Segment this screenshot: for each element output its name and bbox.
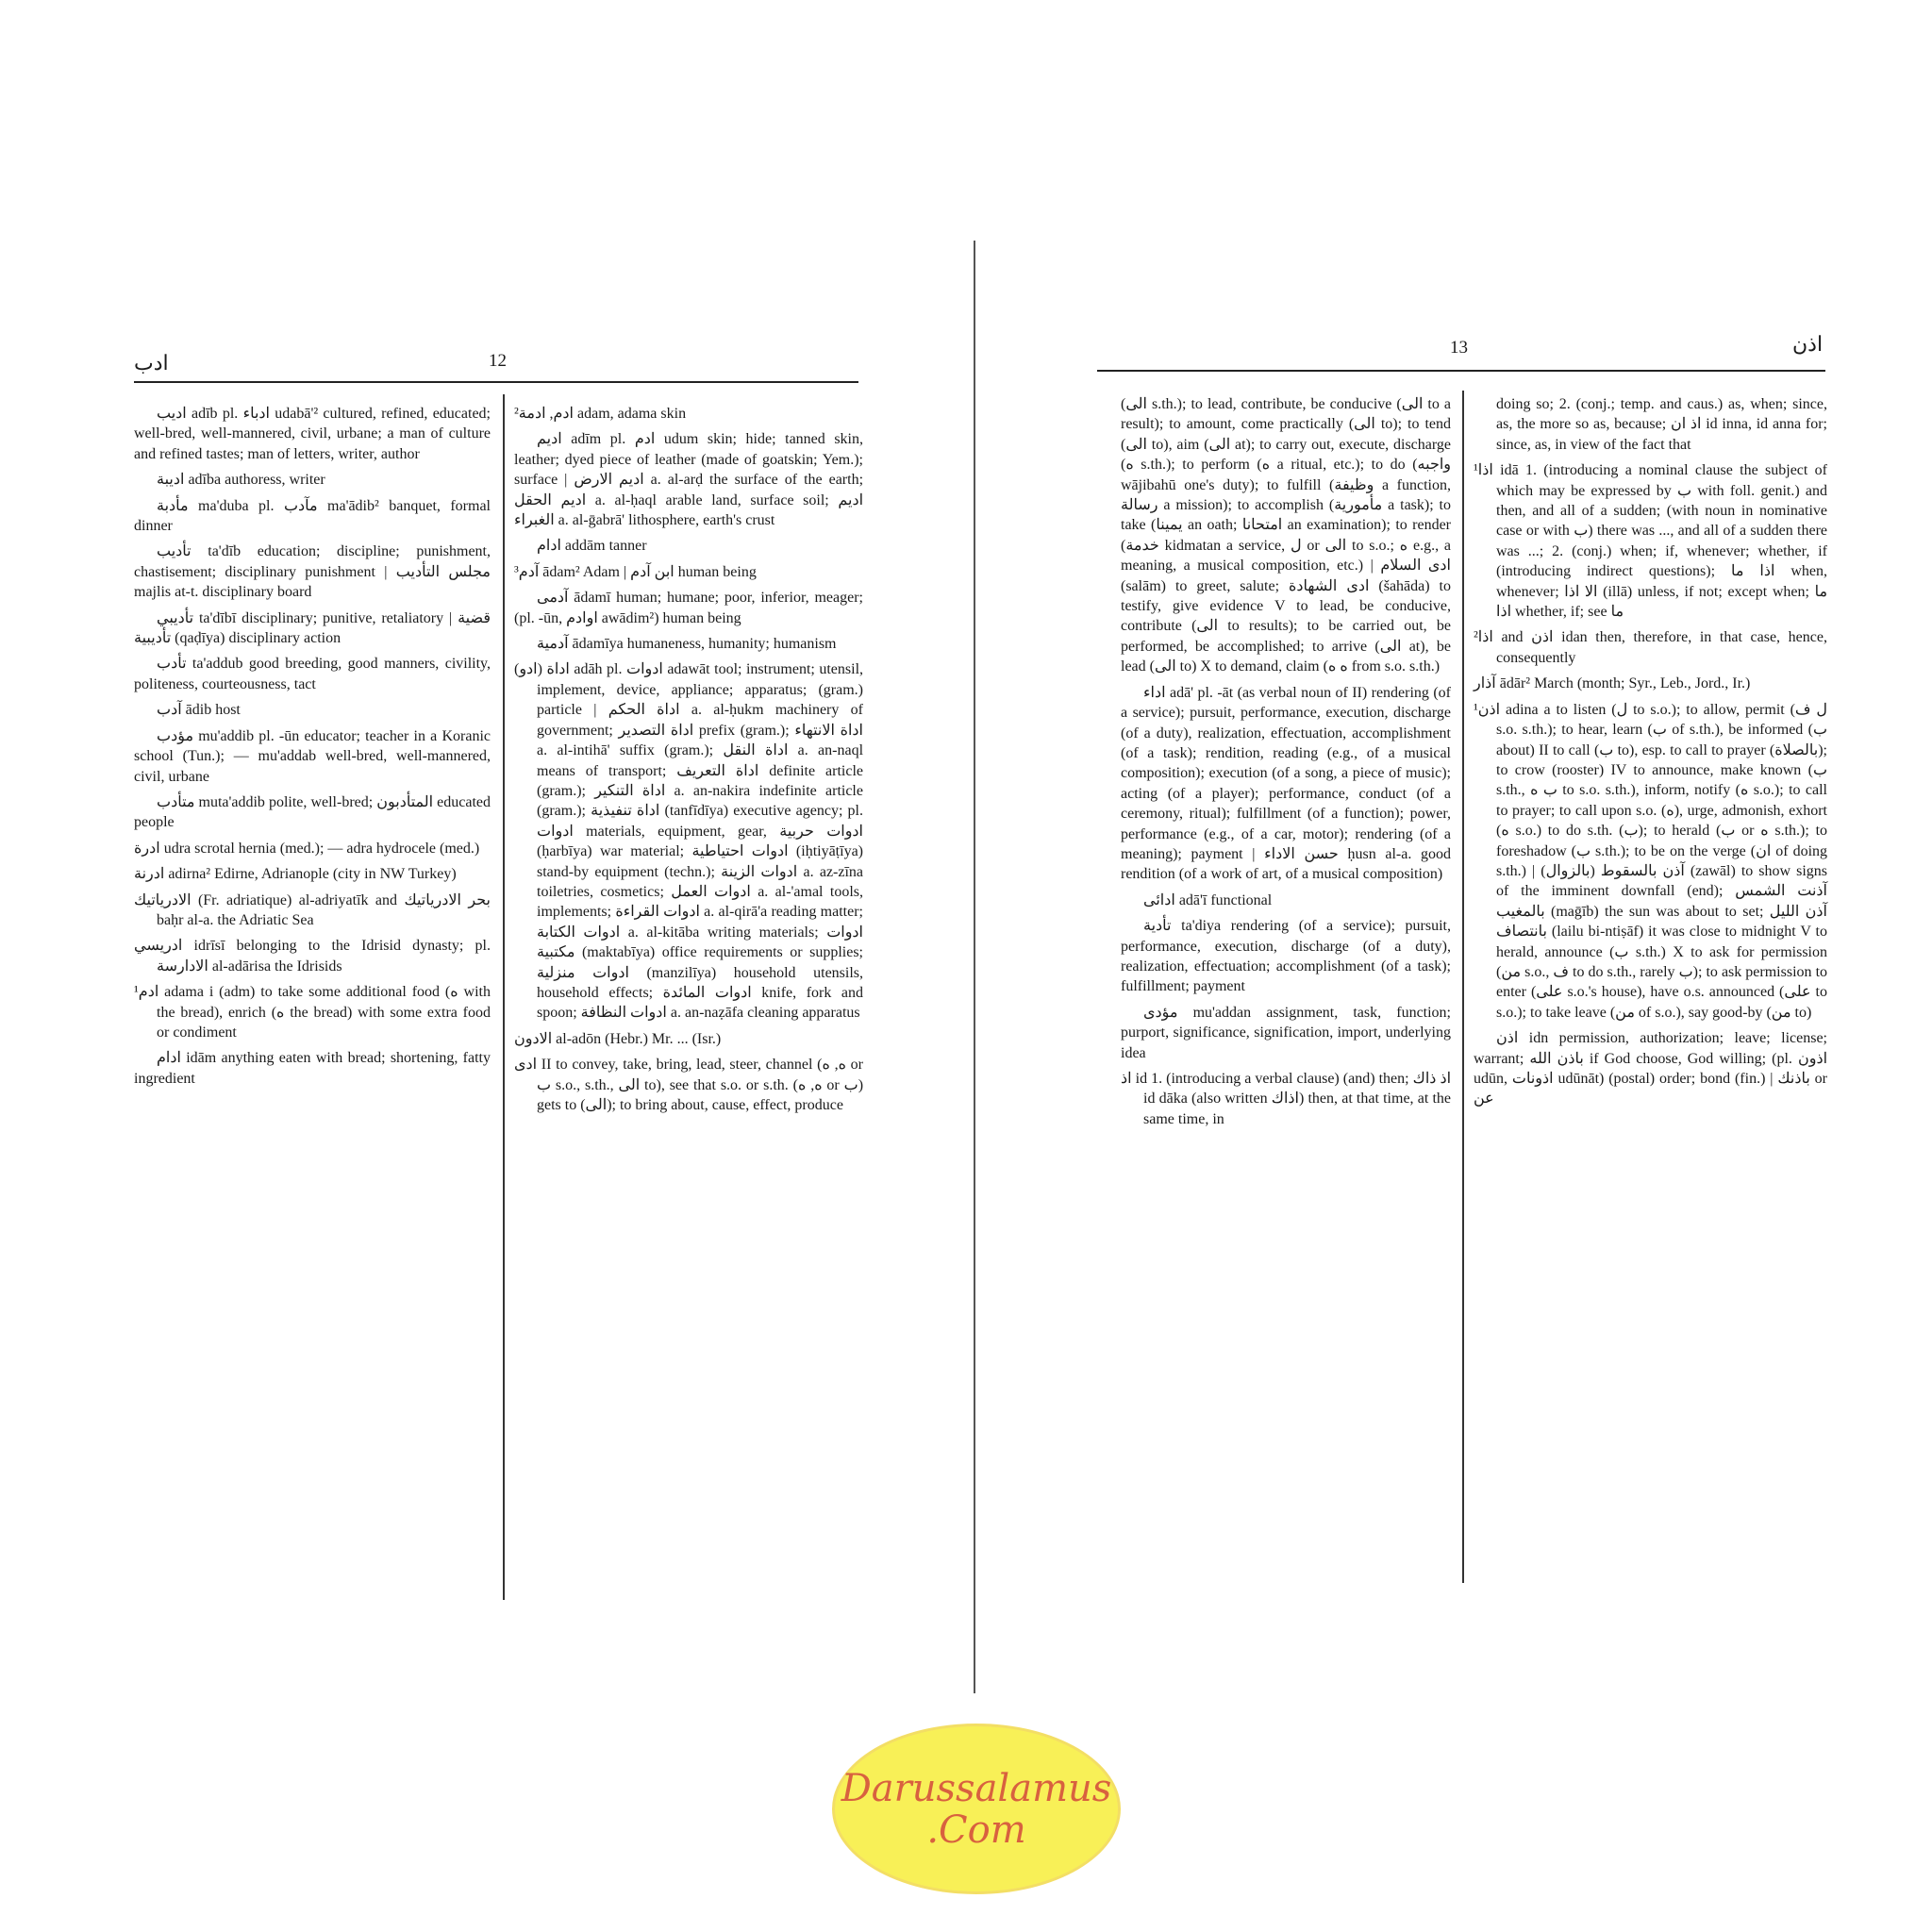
watermark-line-1: Darussalamus xyxy=(841,1766,1112,1810)
column-divider-right xyxy=(1462,391,1464,1583)
column-right-2 xyxy=(1474,394,1827,1115)
dictionary-entry: تأديبي ta'dībī disciplinary; punitive, retaliatory | قضية تأديبية (qaḍīya) disciplinary action xyxy=(134,609,491,647)
dictionary-entry: اديب adīb pl. ادباء udabā'² cultured, refined, educated; well-bred, well-mannered, civil, urbane; a man of culture and refined tastes; man of letters, writer, author xyxy=(134,406,491,462)
column-right-1 xyxy=(1121,394,1451,1135)
dictionary-entry: ادى II to convey, take, bring, lead, steer, channel (ه, ه or ب s.o., s.th., الى to), see that s.o. or s.th. (ه, ه or ب) gets to (الى); to bring about, cause, effect, produce xyxy=(514,1057,864,1113)
header-rule-left xyxy=(134,381,858,383)
dictionary-entry: ²اذا and اذن idan then, therefore, in that case, hence, consequently xyxy=(1474,629,1827,666)
dictionary-entry: اذن idn permission, authorization; leave; license; warrant; باذن الله if God choose, God willing; (pl. اذون udūn, اذونات udūnāt) (postal) order; bond (fin.) | باذنك or عن xyxy=(1474,1030,1828,1108)
dictionary-entry: ادائى adā'ī functional xyxy=(1143,891,1273,908)
dictionary-entry: آدمى ādamī human; humane; poor, inferior, meager; (pl. -ūn, اوادم awādim²) human being xyxy=(514,590,863,626)
dictionary-entry: اداء adā' pl. -āt (as verbal noun of II) rendering (of a service); pursuit, performance, execution, discharge (of a duty), realization, effectuation, accomplishment (of a task); rendition, reading (e.g., of a musical composition); execution (of a song, a piece of music); acting (of a player); performance, conduct (of a ceremony, ritual); fulfillment (of a function); power, performance (e.g., of a car, motor); rendering (of a meaning); payment | حسن الاداء ḥusn al-a. good rendition (of a work of art, of a musical composition) xyxy=(1121,684,1451,883)
dictionary-entry: تأديب ta'dīb education; discipline; punishment, chastisement; disciplinary punishment | مجلس التأديب majlis at-t. disciplinary board xyxy=(134,543,491,601)
column-divider-left xyxy=(503,394,505,1600)
page-number-right: 13 xyxy=(1450,338,1468,358)
dictionary-entry: (الى s.th.); to lead, contribute, be conducive (الى to a result); to amount, come practically (الى to); to tend (الى to), aim (الى at); to carry out, execute, discharge (ه s.th.); to perform (ه a ritual, etc.); to do (واجبه wājibahū one's duty); to fulfill (وظيفة a function, رسالة a mission); to accomplish (مأمورية a task); to take (يمينا an oath; امتحانا an examination); to render (خدمة kidmatan a service, ل or الى to s.o.; ه e.g., a meaning, a musical composition, etc.) | ادى السلام (salām) to greet, salute; ادى الشهادة (šahāda) to testify, give evidence V to lead, be conducive, contribute (الى to results); to be carried out, be performed, be accomplished; to arrive (الى at), be lead (الى to) X to demand, claim (ه ه from s.o. s.th.) xyxy=(1121,396,1452,675)
dictionary-entry: ادام idām anything eaten with bread; shortening, fatty ingredient xyxy=(134,1050,491,1087)
dictionary-entry: ادام addām tanner xyxy=(537,538,647,555)
dictionary-entry: الادرياتيك (Fr. adriatique) al-adriyatīk and بحر الادرياتيك baḥr al-a. the Adriatic Sea xyxy=(134,891,491,928)
dictionary-entry: تأدية ta'diya rendering (of a service); pursuit, performance, execution, discharge (of a duty), realization, effectuation; accomplishment (of a task); fulfillment; payment xyxy=(1121,918,1451,995)
dictionary-entry: تأدب ta'addub good breeding, good manners, civility, politeness, courteousness, tact xyxy=(134,656,491,692)
running-head-left: ادب xyxy=(134,351,169,375)
dictionary-entry: اديبة adība authoress, writer xyxy=(157,472,325,489)
dictionary-entry: آدمية ādamīya humaneness, humanity; humanism xyxy=(537,636,837,653)
dictionary-entry: ادرنة adirna² Edirne, Adrianople (city in NW Turkey) xyxy=(134,866,457,883)
dictionary-entry: آدب ādib host xyxy=(157,702,241,719)
dictionary-entry: اذ id 1. (introducing a verbal clause) (and) then; اذ ذاك id dāka (also written اذاك) then, at that time, at the same time, in xyxy=(1121,1071,1452,1127)
dictionary-entry: ادرة udra scrotal hernia (med.); — adra hydrocele (med.) xyxy=(134,840,480,857)
dictionary-entry: ¹ادم adama i (adm) to take some additional food (ه with the bread), enrich (ه the bread) with some extra food or condiment xyxy=(134,984,491,1041)
watermark-logo xyxy=(835,1726,1118,1891)
dictionary-entry: ادريسي idrīsī belonging to the Idrisid dynasty; pl. الادارسة al-adārisa the Idrisids xyxy=(134,938,491,974)
dictionary-entry: ³آدم ādam² Adam | ابن آدم human being xyxy=(514,563,757,580)
dictionary-entry: مؤدى mu'addan assignment, task, function; purport, significance, signification, import, underlying idea xyxy=(1121,1004,1451,1061)
running-head-right: اذن xyxy=(1792,332,1824,356)
dictionary-entry: متأدب muta'addib polite, well-bred; المتأدبون educated people xyxy=(134,793,491,831)
dictionary-entry: ¹اذا idā 1. (introducing a nominal clause the subject of which may be expressed by ب with foll. genit.) and then, and all of a sudden; (with noun in nominative case or with ب) there was ..., and all of a sudden there was ...; 2. (conj.) when; if, whenever; whether, if (introducing indirect questions); اذا ما when, whenever; الا اذا (illā) unless, if not; except when; ما اذا whether, if; see ما xyxy=(1474,462,1828,621)
dictionary-entry: اديم adīm pl. ادم udum skin; hide; tanned skin, leather; dyed piece of leather (made of goatskin; Yem.); surface | اديم الارض a. al-arḍ the surface of the earth; اديم الحقل a. al-ḥaql arable land, surface soil; اديم الغبراء a. al-ḡabrā' lithosphere, earth's crust xyxy=(514,431,864,529)
dictionary-entry: ²ادم, ادمة adam, adama skin xyxy=(514,406,687,422)
column-left-2 xyxy=(514,404,863,1121)
header-rule-right xyxy=(1097,370,1825,372)
dictionary-entry: الادون al-adōn (Hebr.) Mr. ... (Isr.) xyxy=(514,1030,722,1047)
book-spine xyxy=(974,241,975,1693)
dictionary-entry: doing so; 2. (conj.; temp. and caus.) as, when; since, as, the more so as, because; اذ ان id inna, id anna for; since, as, in view of the fact that xyxy=(1496,396,1827,453)
dictionary-entry: (ادو) اداة adāh pl. ادوات adawāt tool; instrument; utensil, implement, device, appliance; apparatus; (gram.) particle | اداة الحكم a. al-ḥukm machinery of government; اداة التصدير prefix (gram.); اداة الانتهاء a. al-intihā' suffix (gram.); اداة النقل a. an-naql means of transport; اداة التعريف definite article (gram.); اداة التنكير a. an-nakira indefinite article (gram.); اداة تنفيذية (tanfīdīya) executive agency; pl. ادوات materials, equipment, gear, ادوات حربية (ḥarbīya) war material; ادوات احتياطية (iḥtiyāṭīya) stand-by equipment (techn.); ادوات الزينة a. az-zīna toiletries, cosmetics; ادوات العمل a. al-'amal tools, implements; ادوات القراءة a. al-qirā'a reading matter; ادوات الكتابة a. al-kitāba writing materials; ادوات مكتبية (maktabīya) office requirements or supplies; ادوات منزلية (manzilīya) household utensils, household effects; ادوات المائدة knife, fork and spoon; ادوات النظافة a. an-naẓāfa cleaning apparatus xyxy=(514,661,864,1022)
dictionary-entry: مأدبة ma'duba pl. مآدب ma'ādib² banquet, formal dinner xyxy=(134,497,491,535)
column-left-1 xyxy=(134,404,491,1094)
page-number-left: 12 xyxy=(489,351,507,371)
watermark-line-2: .Com xyxy=(926,1807,1026,1852)
dictionary-entry: ¹اذن adina a to listen (ل to s.o.); to allow, permit (ل ف s.o. s.th.); to hear, learn (ب of s.th.), be informed (ب about) II to call (ب to), esp. to call to prayer (بالصلاة); to crow (rooster) IV to announce, make known (ب s.th., ب ه to s.o. s.th.), inform, notify (ه s.o.); to call to prayer; to call upon s.o. (ه), urge, admonish, exhort (ه s.o.) to do s.th. (ب); to herald (ب or ه s.th.); to foreshadow (ب s.th.); to be on the verge (ان of doing s.th.) | آذن بالسقوط (بالزوال) (zawāl) to show signs of the imminent downfall (end); آذنت الشمس بالمغيب (maḡīb) the sun was about to set; آذن الليل بانتصاف (lailu bi-ntiṣāf) it was close to midnight V to herald, announce (ب s.th.) X to ask for permission (من s.o., ف to do s.th., rarely ب); to ask permission to enter (على s.o.'s house), have o.s. announced (على to s.o.); to take leave (من of s.o.), say good-by (من to) xyxy=(1474,701,1828,1021)
dictionary-entry: آذار ādār² March (month; Syr., Leb., Jord., Ir.) xyxy=(1474,675,1751,692)
dictionary-entry: مؤدب mu'addib pl. -ūn educator; teacher in a Koranic school (Tun.); — mu'addab well-bred, well-mannered, civil, urbane xyxy=(134,727,491,785)
